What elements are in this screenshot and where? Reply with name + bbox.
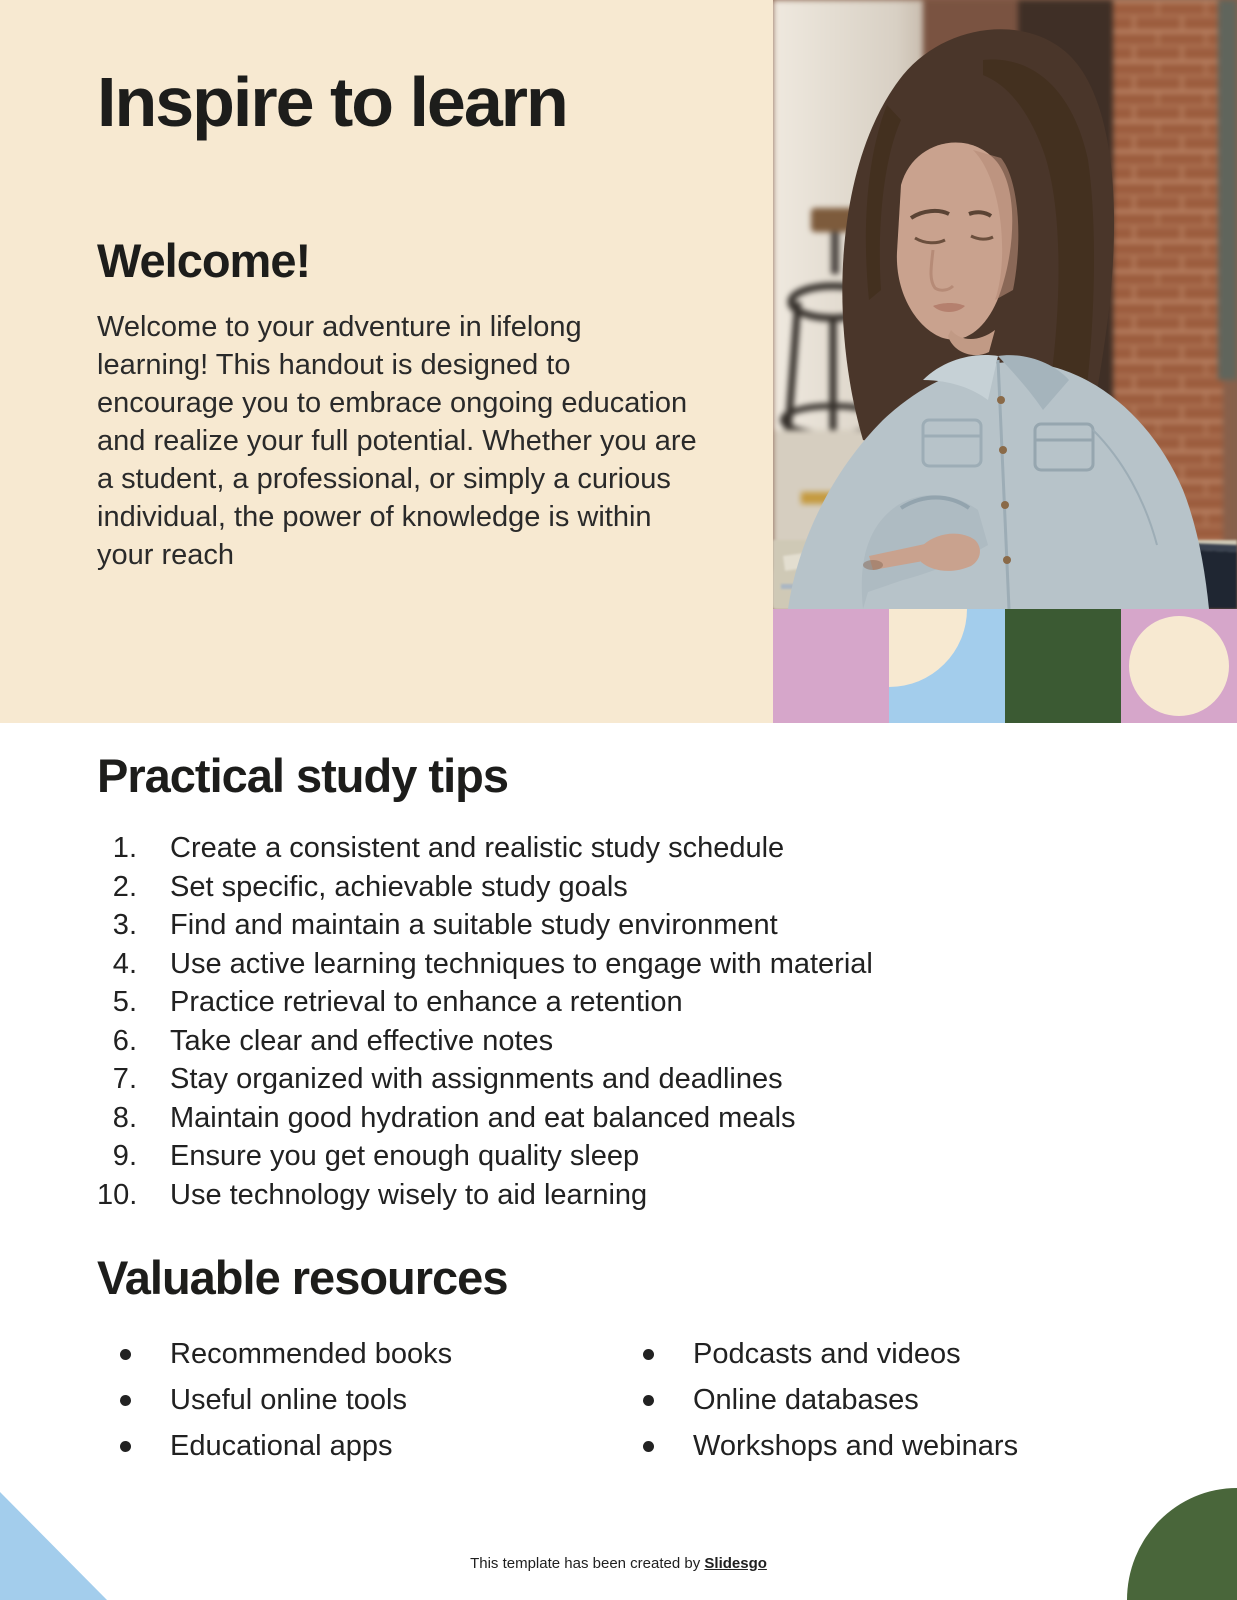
study-tip-item: Use technology wisely to aid learning: [170, 1178, 648, 1211]
study-tip-item: Find and maintain a suitable study environment: [170, 909, 778, 941]
study-tip-item: Use active learning techniques to engage with material: [170, 947, 873, 980]
deco-square-pink-circle: [1121, 609, 1237, 723]
resource-item: Podcasts and videos: [693, 1335, 1018, 1373]
resource-item: Workshops and webinars: [693, 1427, 1018, 1465]
study-tip-item: Stay organized with assignments and deadlines: [170, 1063, 783, 1095]
resources-heading: Valuable resources: [97, 1251, 508, 1304]
study-tips-section: [97, 748, 1157, 1214]
page-title: Inspire to learn: [97, 63, 567, 141]
study-tips-list: [97, 829, 1157, 1214]
study-tip-item: Set specific, achievable study goals: [170, 870, 628, 903]
study-tip-item: Take clear and effective notes: [170, 1024, 554, 1057]
hero-section: [0, 0, 1237, 723]
resource-item: Recommended books: [170, 1335, 620, 1373]
deco-square-green: [1005, 609, 1121, 723]
study-tips-heading: Practical study tips: [97, 749, 508, 802]
photo-woman-studying: [773, 0, 1237, 609]
deco-square-blue-quarter-circle: [889, 609, 1005, 723]
study-tip-item: Practice retrieval to enhance a retention: [170, 986, 683, 1018]
resource-item: Online databases: [693, 1381, 1018, 1419]
circle-shape: [1129, 616, 1229, 716]
welcome-paragraph: Welcome to your adventure in lifelong learning! This handout is designed to encourage you to embrace ongoing education and realize your full potential. Whether you are a student, a professional, or simply a curious individual, the power of knowledge is within your reach: [97, 311, 697, 571]
footer: [0, 1555, 1237, 1572]
footer-credit-text: This template has been created by: [470, 1555, 705, 1572]
resources-columns: [97, 1335, 1157, 1473]
corner-triangle-blue: [0, 1492, 107, 1600]
resources-list-left: [97, 1335, 620, 1473]
deco-square-pink: [773, 609, 889, 723]
welcome-heading: Welcome!: [97, 234, 311, 287]
resources-list-right: [620, 1335, 1018, 1473]
decorative-squares: [773, 609, 1237, 723]
photo-illustration: [773, 0, 1237, 609]
study-tip-item: Ensure you get enough quality sleep: [170, 1140, 640, 1172]
quarter-circle-shape: [889, 609, 967, 687]
corner-round-green: [1127, 1488, 1237, 1600]
study-tip-item: Create a consistent and realistic study schedule: [170, 832, 785, 864]
resource-item: Useful online tools: [170, 1381, 620, 1419]
resource-item: Educational apps: [170, 1427, 620, 1465]
slidesgo-link[interactable]: Slidesgo: [704, 1555, 767, 1572]
study-tip-item: Maintain good hydration and eat balanced meals: [170, 1101, 796, 1134]
resources-section: [97, 1250, 1157, 1473]
